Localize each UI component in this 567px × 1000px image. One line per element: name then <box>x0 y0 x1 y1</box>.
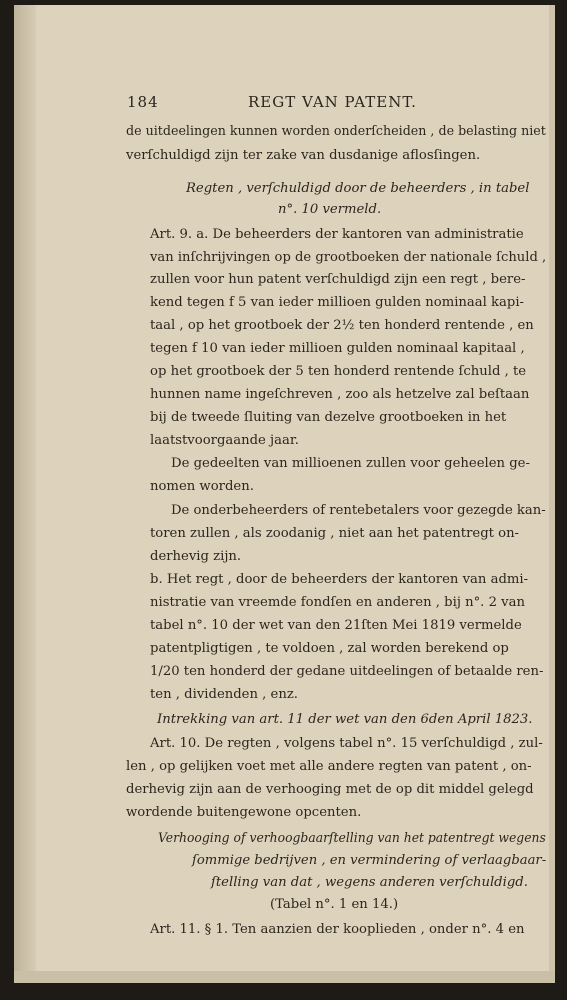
art9b-line: b. Het regt , door de beheerders der kantoren van admi- <box>150 572 529 587</box>
page-edge <box>549 5 555 983</box>
art9a-line: tegen f 10 van ieder millioen gulden nominaal kapitaal , <box>150 341 525 356</box>
paragraph-line: De gedeelten van millioenen zullen voor geheelen ge- <box>171 456 530 471</box>
section-heading: Intrekking van art. 11 der wet van den 6den April 1823. <box>157 712 533 727</box>
art10-line: wordende buitengewone opcenten. <box>126 805 362 820</box>
art10-line: len , op gelijken voet met alle andere regten van patent , on- <box>126 759 532 774</box>
section-heading: ſommige bedrijven , en vermindering of verlaagbaar- <box>192 853 547 868</box>
section-heading: ſtelling van dat , wegens anderen verſchuldigd. <box>211 875 528 890</box>
paragraph-line: toren zullen , als zoodanig , niet aan het patentregt on- <box>150 526 520 541</box>
art9a-line: op het grootboek der 5 ten honderd rentende ſchuld , te <box>150 364 527 379</box>
section-heading: n°. 10 vermeld. <box>278 202 382 217</box>
art9a-line: taal , op het grootboek der 2½ ten honderd rentende , en <box>150 318 534 333</box>
running-head: REGT VAN PATENT. <box>248 93 417 111</box>
art9a-line: kend tegen f 5 van ieder millioen gulden nominaal kapi- <box>150 295 525 310</box>
art9b-line: 1/20 ten honderd der gedane uitdeelingen of betaalde ren- <box>150 664 544 679</box>
art11-line: Art. 11. § 1. Ten aanzien der kooplieden , onder n°. 4 en <box>150 922 525 937</box>
intro-line: verſchuldigd zijn ter zake van dusdanige aflosſingen. <box>126 148 481 163</box>
art9b-line: ten , dividenden , enz. <box>150 687 298 702</box>
intro-line: de uitdeelingen kunnen worden onderſcheiden , de belasting niet <box>126 124 546 139</box>
art9a-line: Art. 9. a. De beheerders der kantoren van administratie <box>150 227 524 242</box>
art9b-line: tabel n°. 10 der wet van den 21ſten Mei 1819 vermelde <box>150 618 522 633</box>
art9a-line: bij de tweede ſluiting van dezelve grootboeken in het <box>150 410 507 425</box>
book-page <box>14 5 555 983</box>
paragraph-line: derhevig zijn. <box>150 549 242 564</box>
paragraph-line: De onderbeheerders of rentebetalers voor gezegde kan- <box>171 503 546 518</box>
art9b-line: patentpligtigen , te voldoen , zal worden berekend op <box>150 641 509 656</box>
art10-line: Art. 10. De regten , volgens tabel n°. 15 verſchuldigd , zul- <box>150 736 543 751</box>
section-heading: Verhooging of verhoogbaarſtelling van het patentregt wegens <box>158 831 546 846</box>
page-gutter <box>14 5 36 983</box>
section-heading: Regten , verſchuldigd door de beheerders , in tabel <box>186 181 530 196</box>
paragraph-line: nomen worden. <box>150 479 254 494</box>
page-number: 184 <box>127 93 159 111</box>
art9b-line: nistratie van vreemde fondſen en anderen , bij n°. 2 van <box>150 595 525 610</box>
art9a-line: laatstvoorgaande jaar. <box>150 433 299 448</box>
section-heading: (Tabel n°. 1 en 14.) <box>270 897 399 912</box>
art9a-line: hunnen name ingeſchreven , zoo als hetzelve zal beſtaan <box>150 387 530 402</box>
page-bottom-edge <box>14 971 555 983</box>
art9a-line: van inſchrijvingen op de grootboeken der nationale ſchuld , <box>150 250 547 265</box>
art9a-line: zullen voor hun patent verſchuldigd zijn een regt , bere- <box>150 272 526 287</box>
art10-line: derhevig zijn aan de verhooging met de op dit middel gelegd <box>126 782 534 797</box>
